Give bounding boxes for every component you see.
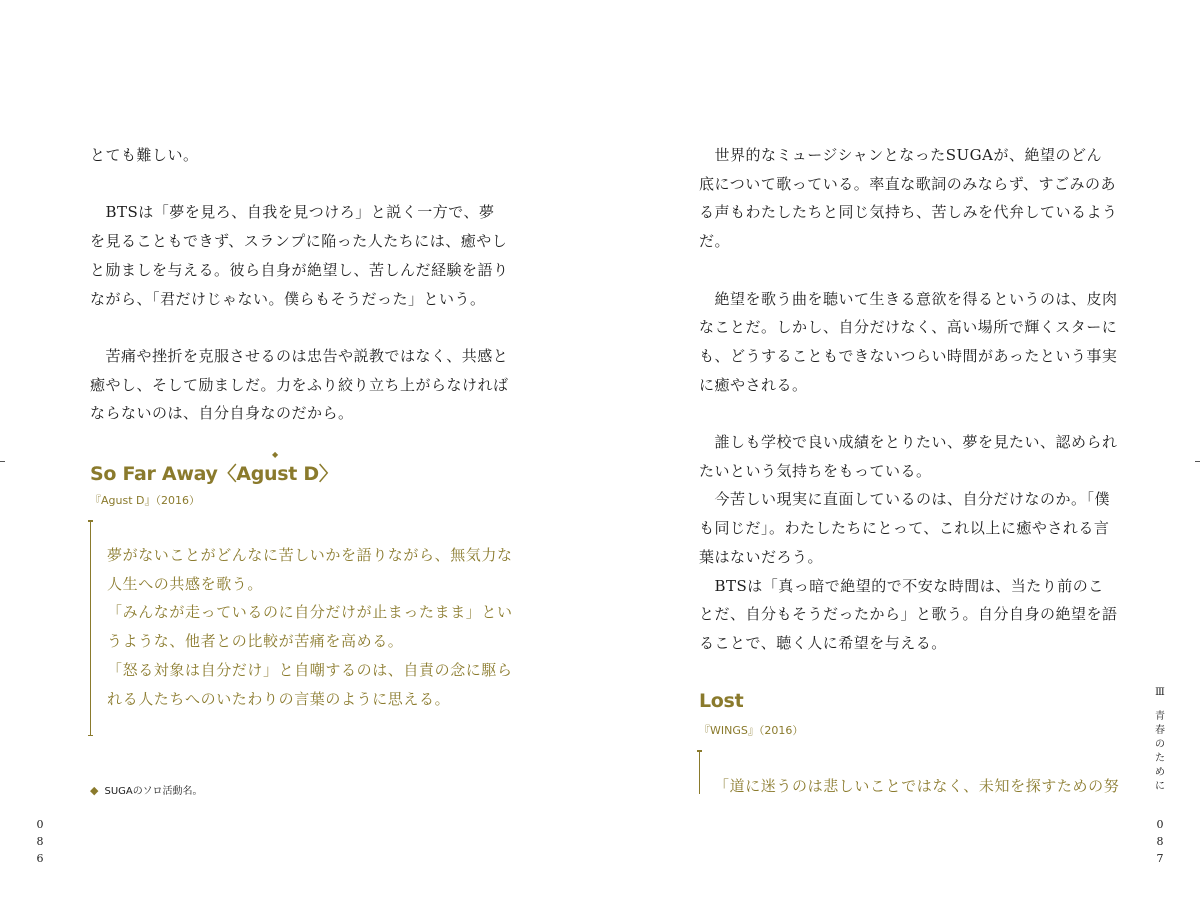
song-title-text: So Far Away〈Agust D〉 (90, 463, 338, 485)
paragraph-line: ならないのは、自分自身なのだから。 (90, 404, 354, 423)
page-number-digit: 0 (1156, 818, 1164, 831)
footnote-text: SUGAのソロ活動名。 (104, 786, 203, 797)
section-label-char: に (1155, 781, 1165, 792)
song-quote-text (714, 772, 1134, 801)
diamond-icon: ◆ (90, 784, 99, 797)
section-label-char: 青 (1155, 711, 1165, 722)
edge-mark (0, 461, 5, 462)
paragraph-line: ながら、「君だけじゃない。僕らもそうだった」という。 (90, 289, 486, 308)
right-page (600, 0, 1200, 923)
song-quote (699, 750, 1120, 794)
page-number-digit: 8 (1156, 835, 1164, 848)
left-body-text (90, 141, 520, 428)
footnote (90, 782, 203, 797)
paragraph-line: たいという気持ちをもっている。 (699, 461, 932, 480)
quote-line: うような、他者との比較が苦痛を高める。 (107, 632, 404, 651)
quote-line: れる人たちへのいたわりの言葉のように思える。 (107, 689, 451, 708)
page-number-digit: 8 (36, 835, 44, 848)
paragraph-line: 癒やし、そして励ましだ。力をふり絞り立ち上がらなければ (90, 375, 509, 394)
paragraph-line: BTSは「夢を見ろ、自我を見つけろ」と説く一方で、夢 (90, 203, 495, 222)
section-label-char: め (1155, 767, 1165, 778)
paragraph-line: 今苦しい現実に直面しているのは、自分だけなのか。「僕 (699, 490, 1111, 509)
paragraph-line: 底について歌っている。率直な歌詞のみならず、すごみのあ (699, 174, 1117, 193)
section-label-char: の (1155, 739, 1165, 750)
section-label (1153, 686, 1167, 794)
paragraph-line: 絶望を歌う曲を聴いて生きる意欲を得るというのは、皮肉 (699, 289, 1118, 308)
quote-line: 夢がないことがどんなに苦しいかを語りながら、無気力な (107, 546, 513, 564)
paragraph-line: も、どうすることもできないつらい時間があったという事実 (699, 346, 1118, 365)
page-number (33, 816, 47, 867)
section-label-char: Ⅲ (1155, 687, 1165, 698)
footnote-marker-icon: ◆ (272, 450, 278, 459)
right-body-text (699, 141, 1129, 658)
paragraph-line: とても難しい。 (90, 146, 199, 164)
song-quote-text (107, 541, 517, 713)
paragraph-line: 苦痛や挫折を克服させるのは忠告や説教ではなく、共感と (90, 346, 509, 365)
paragraph-line: ることで、聴く人に希望を与える。 (699, 633, 947, 652)
paragraph-line: る声もわたしたちと同じ気持ち、苦しみを代弁しているよう (699, 203, 1118, 222)
page-number-digit: 0 (36, 818, 44, 831)
paragraph-line: 世界的なミュージシャンとなったSUGAが、絶望のどん (699, 146, 1102, 164)
paragraph-line: に癒やされる。 (699, 375, 808, 394)
paragraph-line: 誰しも学校で良い成績をとりたい、夢を見たい、認められ (699, 433, 1118, 451)
paragraph-line: だ。 (699, 232, 731, 251)
edge-mark (1195, 461, 1200, 462)
page-number-digit: 7 (1156, 852, 1164, 865)
paragraph-line: と励ましを与える。彼ら自身が絶望し、苦しんだ経験を語り (90, 260, 509, 279)
quote-line: 人生への共感を歌う。 (107, 574, 264, 593)
song-title (90, 450, 338, 486)
song-title (699, 690, 743, 712)
paragraph-line: 葉はないだろう。 (699, 547, 824, 566)
quote-line: 「道に迷うのは悲しいことではなく、未知を探すための努 (714, 777, 1120, 795)
section-label-char: た (1155, 753, 1165, 764)
song-title-text: Lost (699, 690, 744, 712)
song-quote (90, 520, 511, 736)
quote-line: 「怒る対象は自分だけ」と自嘲するのは、自責の念に駆ら (107, 660, 513, 679)
paragraph-line: とだ、自分もそうだったから」と歌う。自分自身の絶望を語 (699, 605, 1118, 624)
section-label-char: 春 (1155, 725, 1165, 736)
song-meta: 『Agust D』（2016） (90, 494, 200, 507)
paragraph-line: を見ることもできず、スランプに陥った人たちには、癒やし (90, 232, 508, 251)
paragraph-line: も同じだ」。わたしたちにとって、これ以上に癒やされる言 (699, 519, 1110, 538)
page-number-digit: 6 (36, 852, 44, 865)
quote-line: 「みんなが走っているのに自分だけが止まったまま」とい (107, 603, 513, 622)
paragraph-line: BTSは「真っ暗で絶望的で不安な時間は、当たり前のこ (699, 576, 1104, 595)
paragraph-line: なことだ。しかし、自分だけなく、高い場所で輝くスターに (699, 318, 1118, 337)
page-number (1153, 816, 1167, 867)
song-meta: 『WINGS』（2016） (699, 724, 804, 737)
